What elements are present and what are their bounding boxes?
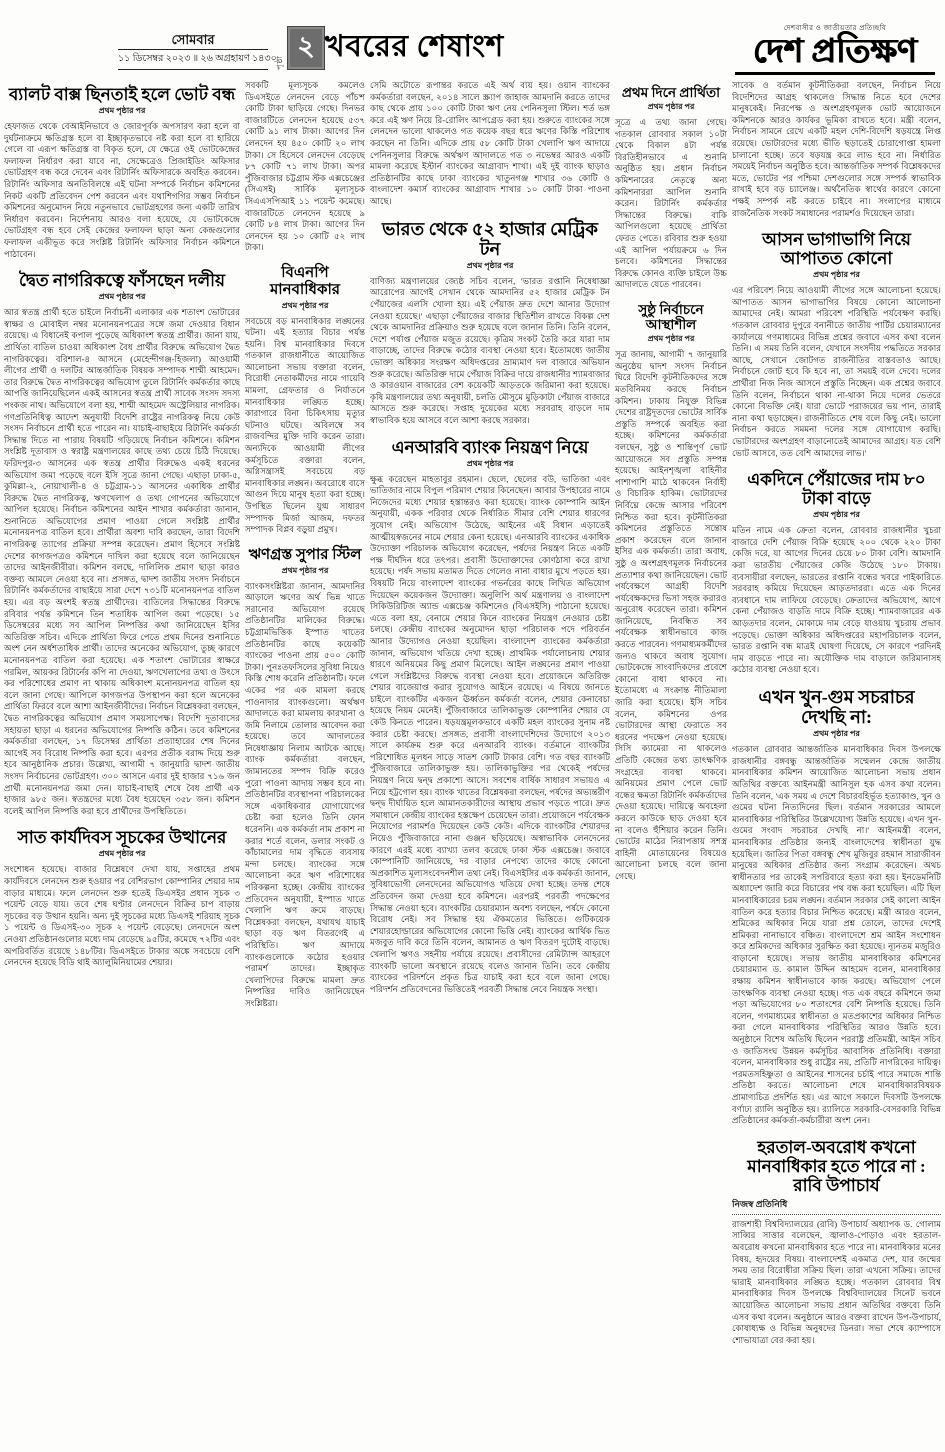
- article: [245, 540, 365, 1014]
- logo-tagline: দেশবাসীর ও জাতীয়তার প্রতিচ্ছবি: [783, 24, 887, 32]
- article-continuation: [370, 78, 610, 212]
- article: [732, 680, 941, 1131]
- article-headline: একদিনে পেঁয়াজের দাম ৮০ টাকা বাড়ে: [747, 470, 926, 509]
- article-body: বাণিজ্য মন্ত্রণালয়ের জ্যেষ্ঠ সচিব বলেন, 'ভারত রপ্তানি নিষেধাজ্ঞা আরোপের আগেই সেখান থেকে আমদানির ৫২ হাজার মেট্রিক টন পেঁয়াজের এলসি খোলা হয়। এই পেঁয়াজ দ্রুত দেশে আনার উদ্যোগ নেওয়া হয়েছে।' এছাড়া পেঁয়াজের বাজার স্থিতিশীল রাখতে বিকল্প দেশ থেকে আমদানির প্রক্রিয়াও শুরু হয়েছে বলে জানান তিনি। তিনি বলেন, দেশে পর্যাপ্ত পেঁয়াজ মজুত রয়েছে। কৃত্রিম সংকট তৈরি করে যারা দাম বাড়াচ্ছে, তাদের বিরুদ্ধে কঠোর ব্যবস্থা নেওয়া হবে। ইতোমধ্যে জাতীয় ভোক্তা অধিকার সংরক্ষণ অধিদপ্তরের ভ্রাম্যমাণ দল বাজারে অভিযান শুরু করেছে। অতিরিক্ত দামে পেঁয়াজ বিক্রির দায়ে রাজধানীর শ্যামবাজার ও কারওয়ান বাজারের বেশ কয়েকটি আড়তকে জরিমানা করা হয়েছে। কৃষি মন্ত্রণালয়ের তথ্য অনুযায়ী, চলতি মৌসুমে মুড়িকাটা পেঁয়াজ বাজারে আসতে শুরু করেছে। সপ্তাহ দুয়েকের মধ্যে সরবরাহ বাড়লে দাম স্বাভাবিক হয়ে আসবে বলে আশা করছে সরকার।: [370, 275, 610, 425]
- article-body: সবচেয়ে বড় মানবাধিকার লঙ্ঘনের ঘটনা। এই হত্যার বিচার পর্যন্ত হয়নি। বিশ্ব মানবাধিকার দিবসে গতকাল রাজধানীতে আয়োজিত আলোচনা সভায় বক্তারা বলেন, বিরোধী নেতাকর্মীদের নামে গায়েবি মামলা, গ্রেফতার ও নির্যাতনে মানবাধিকার লঙ্ঘিত হচ্ছে। কারাগারে বিনা চিকিৎসায় মৃত্যুর ঘটনাও ঘটছে। অবিলম্বে সব রাজবন্দির মুক্তি দাবি করেন তারা। অন্যদিকে আওয়ামী লীগের কর্মসূচিতে বক্তারা বলেন, অগ্নিসন্ত্রাসই সবচেয়ে বড় মানবাধিকার লঙ্ঘন। অবরোধে বাসে আগুন দিয়ে মানুষ হত্যা করা হচ্ছে। উপস্থিত ছিলেন যুগ্ম সাধারণ সম্পাদক মির্জা আজম, দফতর সম্পাদক বিপ্লব বড়ুয়া প্রমুখ।: [245, 315, 365, 535]
- article-headline: বিএনপি মানবাধিকার: [269, 264, 341, 298]
- article: [4, 821, 240, 972]
- article-headline: ব্যালট বাক্স ছিনতাই হলে ভোট বন্ধ: [8, 85, 236, 104]
- column-1: [4, 78, 240, 1450]
- article-body: আর স্বতন্ত্র প্রার্থী হতে চাইলে নির্বাচনী এলাকার এক শতাংশ ভোটারের স্বাক্ষর ও মোবাইল নম্বর মনোনয়নপত্রের সঙ্গে জমা দেওয়ার বিধান রয়েছে। এ বিধানেই কপাল পুড়েছে অধিকাংশ স্বতন্ত্র প্রার্থীর। জানা যায়, প্রার্থিতা বাতিল চাওয়া অধিকাংশ বৈধ প্রার্থীর বিরুদ্ধে অভিযোগ দ্বৈত নাগরিকত্বের। বরিশাল-৪ আসনে (মেহেন্দীগঞ্জ-হিজলা) আওয়ামী লীগের প্রার্থী ও দলটির আন্তর্জাতিক বিষয়ক সম্পাদক শাম্মী আহমেদ। তার বিরুদ্ধে দ্বৈত নাগরিকত্বের অভিযোগ তুলে রিটার্নিং কর্মকর্তার কাছে আপত্তি জানিয়েছিলেন একই আসনের স্বতন্ত্র প্রার্থী সাবেক সংসদ সদস্য পংকজ নাথ। অভিযোগে বলা হয়, শাম্মী আহমেদ অস্ট্রেলিয়ার নাগরিক। গণপ্রতিনিধিত্ব আদেশ অনুযায়ী বিদেশি রাষ্ট্রের নাগরিকত্ব নিয়ে কেউ সংসদ নির্বাচনে প্রার্থী হতে পারেন না। যাচাই-বাছাইয়ে রিটার্নিং কর্মকর্তা সিদ্ধান্ত দিতে না পারায় বিষয়টি গড়িয়েছে নির্বাচন কমিশনে। কমিশন সংশ্লিষ্ট দূতাবাস ও স্বরাষ্ট্র মন্ত্রণালয়ের কাছে তথ্য চেয়ে চিঠি দিয়েছে। ফরিদপুর-৩ আসনের এক স্বতন্ত্র প্রার্থীর বিরুদ্ধেও একই ধরনের অভিযোগ জমা পড়েছে বলে ইসি সূত্রে জানা গেছে। এছাড়া ঢাকা-৫, কুমিল্লা-২, নোয়াখালী-৪ ও চট্টগ্রাম-১১ আসনের একাধিক প্রার্থীর বিরুদ্ধে দ্বৈত নাগরিকত্ব, ঋণখেলাপ ও তথ্য গোপনের অভিযোগে আপিল হয়েছে। নির্বাচন কমিশনের আইন শাখার কর্মকর্তারা জানান, শুনানিতে অভিযোগের প্রমাণ পাওয়া গেলে সংশ্লিষ্ট প্রার্থীর মনোনয়নপত্র বাতিল হবে। প্রার্থীরা অবশ্য দাবি করছেন, তারা বিদেশি নাগরিকত্ব ত্যাগের প্রক্রিয়া সম্পন্ন করেছেন। প্রমাণ হিসেবে সংশ্লিষ্ট দেশের কাগজপত্রও কমিশনে দাখিল করা হয়েছে বলে জানিয়েছেন তাদের আইনজীবীরা। কমিশন বলছে, দালিলিক প্রমাণ ছাড়া কারও বক্তব্য আমলে নেওয়া হবে না। প্রসঙ্গত, দ্বাদশ জাতীয় সংসদ নির্বাচনে রিটার্নিং কর্মকর্তাদের বাছাইয়ে সারা দেশে ৭৩১টি মনোনয়নপত্র বাতিল হয়। এর বড় অংশই স্বতন্ত্র প্রার্থীদের। বাতিলের সিদ্ধান্তের বিরুদ্ধে রবিবার পর্যন্ত কমিশনে তিন শতাধিক আপিল জমা পড়েছে। ১৫ ডিসেম্বরের মধ্যে সব আপিল নিষ্পত্তির কথা জানিয়েছেন ইসির অতিরিক্ত সচিব। এদিকে প্রার্থিতা ফিরে পেতে প্রথম দিনের শুনানিতে অংশ নেন অর্ধশতাধিক প্রার্থী। তাদের অনেকের অভিযোগ, তুচ্ছ কারণে মনোনয়নপত্র বাতিল করা হয়েছে। এক শতাংশ ভোটারের স্বাক্ষরে গরমিল, আয়কর রিটার্নের কপি না দেওয়া, ঋণখেলাপের তথ্য ও উৎসে কর পরিশোধের প্রমাণ না থাকায় অধিকাংশ মনোনয়নপত্র বাতিল হয় বলে জানা গেছে। আপিলে কাগজপত্র উপস্থাপন করা হলে অনেকের প্রার্থিতা ফিরবে বলে আশা আইনজীবীদের। নির্বাচন বিশ্লেষকরা বলছেন, দ্বৈত নাগরিকত্বের অভিযোগ প্রমাণ সময়সাপেক্ষ। বিদেশি দূতাবাসের সহায়তা ছাড়া এ ধরনের অভিযোগের নিষ্পত্তি কঠিন। তবে কমিশনের কর্মকর্তারা বলছেন, ১৭ ডিসেম্বর প্রার্থিতা প্রত্যাহারের শেষ দিনের আগেই সব বিরোধ নিষ্পত্তি করা হবে। এরপর প্রতীক বরাদ্দ দিয়ে শুরু হবে আনুষ্ঠানিক প্রচার। উল্লেখ্য, আগামী ৭ জানুয়ারি দ্বাদশ জাতীয় সংসদ নির্বাচনের ভোটগ্রহণ। ৩০০ আসনে এবার দুই হাজার ৭১৬ জন প্রার্থী মনোনয়নপত্র জমা দেন। যাচাই-বাছাই শেষে বৈধ প্রার্থী এক হাজার ৯৮৫ জন। স্বতন্ত্রদের মধ্যে বৈধ হয়েছেন ৩৫৮ জন। কমিশন বলেই আপিল নিষ্পত্তি করা হবে প্রার্থীদের উপস্থিতিতে।: [4, 307, 240, 816]
- reporter-byline: নিজস্ব প্রতিনিধি: [732, 1198, 788, 1209]
- article-body: সূত্রে এ তথ্য জানা গেছে। গতকাল রোববার সকাল ১০টা থেকে বিকাল ৪টা পর্যন্ত বিরতিহীনভাবে এ শুনানি অনুষ্ঠিত হয়। প্রধান নির্বাচন কমিশনারের নেতৃত্বে অন্য কমিশনাররা আপিল শুনানি করেন। রিটার্নিং কর্মকর্তার সিদ্ধান্তের বিরুদ্ধে। বাকি আপিলগুলো হয়েছে প্রার্থিতা ফেরত পেতে। রবিবার শুরু হওয়া এই আপিল পর্যায়ক্রমে ৬ দিন চলবে। কমিশনের সিদ্ধান্তের বিরুদ্ধে কোনও ব্যক্তি চাইলে উচ্চ আদালতে যেতে পারবেন।: [615, 117, 727, 290]
- article: [4, 264, 240, 821]
- continued-from-front-label: প্রথম পৃষ্ঠার পর: [813, 729, 860, 739]
- section-title: খবরের শেষাংশ: [325, 30, 504, 63]
- article-headline: সাত কার্যদিবস সূচকের উত্থানের: [17, 828, 227, 848]
- article-body: সবকটি মূল্যসূচক কমলেও ডিএসইতে লেনদেন বেড়ে পাঁচ'শ কোটি টাকা ছাড়িয়ে গেছে। দিনভর বাজারটিতে লেনদেন হয়েছে ৫৩৭ কোটি ৯১ লাখ টাকা। আগের দিন লেনদেন হয় ৪৫০ কোটি ২০ লাখ টাকা। সে হিসেবে লেনদেন বেড়েছে ৮৭ কোটি ৭১ লাখ টাকা। অপর পুঁজিবাজার চট্টগ্রাম স্টক এক্সচেঞ্জের (সিএসই) সার্বিক মূল্যসূচক সিএএসপিআই ১১ পয়েন্ট কমেছে। বাজারটিতে লেনদেন হয়েছে ৯ কোটি ৮৪ লাখ টাকা। আগের দিন লেনদেন হয় ১০ কোটি ৫২ লাখ টাকা।: [245, 80, 365, 253]
- article: [4, 78, 240, 264]
- article-body: রাজশাহী বিশ্ববিদ্যালয়ের (রাবি) উপাচার্য অধ্যাপক ড. গোলাম সাব্বির সাত্তার বলেছেন, জ্বালাও-পোড়াও এবং হরতাল-অবরোধ কখনো মানবাধিকার হতে পারে না। মানবাধিকার মনের বিষয়, হৃদয়ের বিষয়। বাংলাদেশই একমাত্র দেশ, যার জন্মের সময় তার বিরোধীরা সক্রিয় ছিল। তারা এখনো সক্রিয়। তাদের দ্বারাই মানবাধিকার লঙ্ঘিত হচ্ছে। গতকাল রোববার বিশ্ব মানবাধিকার দিবস উপলক্ষে বিশ্ববিদ্যালয়ের সিনেট ভবনে আয়োজিত আলোচনা সভায় প্রধান অতিথির বক্তব্যে তিনি এসব কথা বলেন। অনুষ্ঠানে আরও বক্তব্য রাখেন উপ-উপাচার্য, কোষাধ্যক্ষ ও বিভিন্ন অনুষদের ডিনরা। সভা শেষে ক্যাম্পাসে শোভাযাত্রা বের করা হয়।: [732, 1218, 941, 1345]
- continued-from-front-label: প্রথম পৃষ্ঠার পর: [281, 565, 329, 575]
- article-columns: [4, 78, 941, 1450]
- continued-from-front-label: প্রথম পৃষ্ঠার পর: [281, 300, 329, 310]
- article: [615, 295, 727, 887]
- continued-from-front-label: প্রথম পৃষ্ঠার পর: [98, 106, 146, 116]
- article-headline: দ্বৈত নাগরিকত্বে ফাঁসছেন দলীয়: [18, 271, 226, 291]
- article-body: ক্ষুব্ধ করেছেন মাহতাবুর রহমান। ছেলে, ছেলের বউ, ভাতিজা এবং ভাতিজার নামে বিপুল পরিমাণ শেয়ার কিনেছেন। আবার উপহারের নামে নিজেদের মধ্যে শেয়ার হস্তান্তরও করা হয়েছে। ব্যাংক কোম্পানি আইন অনুযায়ী, একক পরিবার থেকে নির্ধারিত সীমার বেশি শেয়ার ধারণের সুযোগ নেই। অভিযোগ উঠেছে, আইনের এই বিধান এড়াতেই আত্মীয়স্বজনের নামে শেয়ার কেনা হয়েছে। এনআরবি ব্যাংকের একাধিক উদ্যোক্তা পরিচালক অভিযোগ করেছেন, পর্ষদের নিয়ন্ত্রণ নিতে একটি পক্ষ দীর্ঘদিন ধরে তৎপর। প্রবাসী উদ্যোক্তাদের কোণঠাসা করে রাখা হয়েছে। পর্ষদ সভায় মতামত দিতে গেলেও নানা বাধার মুখে পড়তে হয়। বিষয়টি নিয়ে বাংলাদেশ ব্যাংকের গভর্নরের কাছে লিখিত অভিযোগ দিয়েছেন কয়েকজন উদ্যোক্তা। অনুলিপি অর্থ মন্ত্রণালয় ও বাংলাদেশ সিকিউরিটিজ অ্যান্ড এক্সচেঞ্জ কমিশনেও (বিএসইসি) পাঠানো হয়েছে। এতে বলা হয়, বেনামে শেয়ার কিনে ব্যাংকের নিয়ন্ত্রণ নেওয়ার চেষ্টা চলছে। কেন্দ্রীয় ব্যাংকের অনুমোদন ছাড়া পরিচালক পদে পরিবর্তন আনার উদ্যোগও নেওয়া হয়েছিল। বাংলাদেশ ব্যাংকের কর্মকর্তারা জানান, অভিযোগ খতিয়ে দেখা হচ্ছে। প্রাথমিক পর্যালোচনায় শেয়ার ধারণে অনিয়মের কিছু প্রমাণ মিলেছে। আইন লঙ্ঘনের প্রমাণ পাওয়া গেলে সংশ্লিষ্টদের বিরুদ্ধে ব্যবস্থা নেওয়া হবে। প্রয়োজনে অতিরিক্ত শেয়ার বাজেয়াপ্ত করার সুযোগও আইনে রয়েছে। এ বিষয়ে জানতে চাইলে ব্যাংকটির একজন ঊর্ধ্বতন কর্মকর্তা বলেন, শেয়ার কেনাবেচা হয়েছে নিয়ম মেনেই। পুঁজিবাজারে তালিকাভুক্ত কোম্পানির শেয়ার যে কেউ কিনতে পারেন। ষড়যন্ত্রমূলকভাবে একটি মহল ব্যাংকের সুনাম নষ্ট করার চেষ্টা করছে। প্রসঙ্গত, প্রবাসী বাংলাদেশিদের উদ্যোগে ২০১৩ সালে কার্যক্রম শুরু করে এনআরবি ব্যাংক। বর্তমানে ব্যাংকটির পরিশোধিত মূলধন সাড়ে সাতশ কোটি টাকার বেশি। গত বছর ব্যাংকটি পুঁজিবাজারে তালিকাভুক্ত হয়। তালিকাভুক্তির পর থেকেই পর্ষদের নিয়ন্ত্রণ নিয়ে দ্বন্দ্ব প্রকাশ্যে আসে। সবশেষ বার্ষিক সাধারণ সভায়ও এ নিয়ে হট্টগোল হয়। ব্যাংক খাতের বিশ্লেষকরা বলছেন, পর্ষদের অভ্যন্তরীণ দ্বন্দ্ব দীর্ঘায়িত হলে আমানতকারীদের আস্থায় প্রভাব পড়তে পারে। দ্রুত সমাধানে কেন্দ্রীয় ব্যাংকের হস্তক্ষেপ চেয়েছেন তারা। প্রয়োজনে পর্যবেক্ষক নিয়োগের পরামর্শও দিয়েছেন কেউ কেউ। এদিকে ব্যাংকটির শেয়ারদর নিয়েও পুঁজিবাজারে নানা গুঞ্জন ছড়িয়েছে। অস্বাভাবিক লেনদেনের কারণে এরই মধ্যে ব্যাখ্যা তলব করেছে ঢাকা স্টক এক্সচেঞ্জ। জবাবে কোম্পানিটি জানিয়েছে, দর বাড়ার নেপথ্যে তাদের কাছে কোনো অপ্রকাশিত মূল্যসংবেদনশীল তথ্য নেই। বিএসইসির এক কর্মকর্তা জানান, সুবিধাভোগী লেনদেনের অভিযোগও খতিয়ে দেখা হচ্ছে। তদন্ত শেষে প্রতিবেদন জমা দেওয়া হবে কমিশনে। এরপরই পরবর্তী পদক্ষেপের সিদ্ধান্ত নেওয়া হবে। ব্যাংকটির চেয়ারম্যান অবশ্য বলছেন, পর্ষদে কোনো বিরোধ নেই। সব সিদ্ধান্ত হয় ঐকমত্যের ভিত্তিতে। গুটিকয়েক শেয়ারহোল্ডারের অভিযোগের কোনো ভিত্তি নেই। ব্যাংকের আর্থিক ভিত মজবুত দাবি করে তিনি বলেন, আমানত ও ঋণ বিতরণ দুটোই বাড়ছে। খেলাপি ঋণও সহনীয় পর্যায়ে রয়েছে। প্রবাসীদের রেমিট্যান্স আহরণে ব্যাংকটি ভালো অবস্থানে রয়েছে বলেও জানান তিনি। তবে কেন্দ্রীয় ব্যাংকের পরিদর্শনে প্রকৃত চিত্র যাচাই করা হবে বলে জানা গেছে। পরিদর্শন প্রতিবেদনের ভিত্তিতেই পরবর্তী সিদ্ধান্ত নেবে নিয়ন্ত্রক সংস্থা।: [370, 473, 610, 994]
- page-label: পৃষ্ঠা: [275, 55, 284, 70]
- article: [370, 212, 610, 431]
- article-body: সূত্র জানায়, আগামী ৭ জানুয়ারি অনুষ্ঠেয় দ্বাদশ সংসদ নির্বাচন ঘিরে বিদেশি কূটনীতিকদের সঙ্গে মতবিনিময় করছে নির্বাচন কমিশন। ঢাকায় নিযুক্ত বিভিন্ন দেশের রাষ্ট্রদূতদের ভোটের সার্বিক প্রস্তুতি সম্পর্কে অবহিত করা হচ্ছে। কমিশনের কর্মকর্তারা বলছেন, সুষ্ঠু ও শান্তিপূর্ণ ভোট আয়োজনে সব প্রস্তুতি সম্পন্ন হয়েছে। আইনশৃঙ্খলা বাহিনীর পাশাপাশি মাঠে থাকবেন নির্বাহী ও বিচারিক হাকিম। ভোটারদের নির্বিঘ্নে কেন্দ্রে আসার পরিবেশ নিশ্চিত করা হবে। কূটনীতিকরা কমিশনের প্রস্তুতিতে সন্তোষ প্রকাশ করেছেন বলে জানান ইসির এক কর্মকর্তা। তারা অবাধ, সুষ্ঠু ও অংশগ্রহণমূলক নির্বাচনের প্রত্যাশার কথা জানিয়েছেন। ভোট পর্যবেক্ষণে আগ্রহী বিদেশি পর্যবেক্ষকদের ভিসা সহজ করারও অনুরোধ করেছেন তারা। কমিশন জানিয়েছে, নিবন্ধিত সব পর্যবেক্ষক স্বাধীনভাবে কাজ করতে পারবেন। গণমাধ্যমকর্মীদের জন্যও থাকবে অবাধ সুযোগ। ভোটকেন্দ্রে সাংবাদিকদের প্রবেশে কোনো বাধা থাকবে না। ইতোমধ্যে এ সংক্রান্ত নীতিমালা জারি করা হয়েছে। ইসি সচিব বলেন, কমিশনের ওপর ভোটারদের আস্থা ফেরাতে সব ধরনের পদক্ষেপ নেওয়া হয়েছে। সিসি ক্যামেরা না থাকলেও প্রতিটি কেন্দ্রের তথ্য তাৎক্ষণিক সংগ্রহের ব্যবস্থা থাকবে। অনিয়মের প্রমাণ পেলে ভোট বন্ধের ক্ষমতা রিটার্নিং কর্মকর্তাদের দেওয়া হয়েছে। দায়িত্বে অবহেলা করলে কাউকে ছাড় দেওয়া হবে না বলেও হুঁশিয়ার করেন তিনি। ভোটের মাঠের নিরাপত্তায় সশস্ত্র বাহিনী মোতায়েনের বিষয়েও আলোচনা চলছে বলে জানা গেছে।: [615, 349, 727, 881]
- date-line: ১১ ডিসেম্বর ২০২৩ ॥ ২৬ অগ্রহায়ণ ১৪৩০: [118, 54, 277, 64]
- article-headline: ভারত থেকে ৫২ হাজার মেট্রিক টন: [382, 218, 598, 259]
- article: [370, 431, 610, 1000]
- article-continuation: [732, 78, 941, 223]
- article: [732, 1131, 941, 1351]
- continued-from-front-label: প্রথম পৃষ্ঠার পর: [98, 292, 146, 302]
- continued-from-front-label: প্রথম পৃষ্ঠার পর: [813, 270, 860, 280]
- article-headline: প্রথম দিনে প্রার্থিতা: [621, 85, 721, 100]
- continued-from-front-label: প্রথম পৃষ্ঠার পর: [647, 102, 695, 112]
- continued-from-front-label: প্রথম পৃষ্ঠার পর: [466, 260, 514, 270]
- article: [615, 78, 727, 295]
- logo-name: দেশ প্রতিক্ষণ: [752, 34, 918, 70]
- article-body: সেমি অটোতে রূপান্তর করতে এই অর্থ ব্যয় হয়। ওয়ান ব্যাংকের কর্মকর্তারা বলছেন, ২০১৪ সালে স্ক্র্যাপ জাহাজ আমদানি করতে তাদের কাছ থেকে প্রায় ১০০ কোটি টাকা ঋণ নেয় পেনিনসুলা স্টিল। শর্ত ভঙ্গ করে এই ঋণ নিয়ে রি-রোলিং আপগ্রেড করা হয়। শুরুতে ব্যাংকের সঙ্গে লেনদেন ভালো থাকলেও গত কয়েক বছর ধরে ঋণের কিস্তি পরিশোধ করছেন না তিনি। এদিকে প্রায় ৫৮ কোটি টাকা খেলাপি ঋণ আদায়ে পেনিনসুলার বিরুদ্ধে অর্থঋণ আদালতে গত ৩ নভেম্বর আরও একটি মামলা করেছে ইস্টার্ন ব্যাংকের আগ্রাবাদ শাখা। এই দুই ব্যাংক ছাড়াও প্রতিষ্ঠানটির কাছে ঢাকা ব্যাংকের খাতুনগঞ্জ শাখার ৩৬ কোটি ও বাংলাদেশ কমার্স ব্যাংকের আগ্রাবাদ শাখার ১০ কোটি টাকা পাওনা আছে।: [370, 80, 610, 206]
- masthead: [0, 0, 945, 76]
- article-headline: সুষ্ঠু নির্বাচনে আস্থাশীল: [638, 302, 704, 333]
- weekday-label: সোমবার: [171, 32, 215, 47]
- page-number: ২: [287, 26, 325, 70]
- date-divider: [118, 49, 268, 50]
- article-continuation: [245, 78, 365, 258]
- article-body: সাবেক ও বর্তমান কূটনীতিকরা বলছেন, নির্বাচন নিয়ে বিদেশিদের আগ্রহ থাকলেও সিদ্ধান্ত নিতে হবে দেশের মানুষকেই। নিরপেক্ষ ও অংশগ্রহণমূলক ভোট আয়োজনে কমিশনকে আরও কার্যকর ভূমিকা রাখতে হবে। মন্ত্রী বলেন, নির্বাচন সামনে রেখে একটি মহল দেশি-বিদেশি ষড়যন্ত্রে লিপ্ত রয়েছে। ভোটারদের মধ্যে ভীতি ছড়াতেই চোরাগোপ্তা হামলা চালানো হচ্ছে। তবে ষড়যন্ত্র করে লাভ হবে না। নির্ধারিত সময়েই নির্বাচন অনুষ্ঠিত হবে। আন্তর্জাতিক সম্পর্ক বিশ্লেষকদের মতে, ভোটের পর পশ্চিমা দেশগুলোর সঙ্গে সম্পর্ক স্বাভাবিক রাখাই হবে বড় চ্যালেঞ্জ। অর্থনৈতিক স্বার্থের কারণে কোনো পক্ষই সম্পর্ক নষ্ট করতে চাইবে না। সংলাপের মাধ্যমে রাজনৈতিক সংকট সমাধানের পরামর্শও দিয়েছেন তারা।: [732, 80, 941, 218]
- column-3: [370, 78, 610, 1450]
- column-5: [732, 78, 941, 1450]
- article-headline: এখন খুন-গুম সচরাচর দেখছি না:: [758, 686, 915, 728]
- article-body: এর পরিবেশ নিয়ে আওয়ামী লীগের সঙ্গে আলোচনা হয়েছে। আপাতত আসন ভাগাভাগির বিষয়ে কোনো আলোচনা আমাদের নেই। আমরা পরিবেশ পরিস্থিতি পর্যবেক্ষণ করছি। গতকাল রোববার দুপুরে বনানীতে জাতীয় পার্টির চেয়ারম্যানের কার্যালয়ে গণমাধ্যমের বিভিন্ন প্রশ্নের জবাবে এসব কথা বলেন তিনি। এ সময় তিনি বলেন, যেখানে সংসদীয় পদ্ধতিতে সরকার আছে, সেখানে জোটগত রাজনীতির বাস্তবতাও আছে। নির্বাচনে জোট হবে কি হবে না, তা সময়ই বলে দেবে। দলের প্রার্থীরা নিজ নিজ আসনে প্রস্তুতি নিচ্ছেন। এক প্রশ্নের জবাবে তিনি বলেন, নির্বাচনে থাকা না-থাকা নিয়ে দলের ভেতরে কোনো বিভক্তি নেই। যারা ভোটে পরাজয়ের ভয় পান, তারাই নানা কথা ছড়াচ্ছেন। রাজনীতিতে শেষ বলে কিছু নেই। ভালো নির্বাচন করতে সমমনা দলের সঙ্গে যোগাযোগ করছি। ভোটারদের অংশগ্রহণ বাড়ানোতেই আমাদের আগ্রহ। যত বেশি ভোট আসবে, তত বেশি আমাদের লাভ।': [732, 285, 941, 458]
- article: [245, 258, 365, 540]
- newspaper-logo: [735, 22, 935, 75]
- article-body: মতিন নামে এক ক্রেতা বলেন, রোববার রাজধানীর খুচরা বাজারে দেশি পেঁয়াজ বিক্রি হয়েছে ২০০ থেকে ২২০ টাকা কেজি দরে, যা আগের দিনের চেয়ে ৮০ টাকা বেশি। আমদানি করা ভারতীয় পেঁয়াজের কেজি উঠেছে ১৮০ টাকায়। ব্যবসায়ীরা বলছেন, ভারতের রপ্তানি বন্ধের খবরে পাইকারিতে সরবরাহ কমিয়ে দিয়েছেন আড়তদাররা। এতে এক দিনের ব্যবধানে দাম লাফিয়ে বেড়েছে। ক্রেতাদের অভিযোগ, আগে কেনা পেঁয়াজও বাড়তি দামে বিক্রি হচ্ছে। শ্যামবাজারের এক আড়তদার বলেন, মোকামে দাম বেড়ে যাওয়ায় খুচরায় প্রভাব পড়েছে। ভোক্তা অধিকার অধিদপ্তরের মহাপরিচালক বলেন, ভারত রপ্তানি বন্ধ মাত্রই ঘোষণা দিয়েছে, সে কারণে পরদিনই দাম বাড়তে পারে না। অযৌক্তিক দাম বাড়ালে জরিমানাসহ কঠোর ব্যবস্থা নেওয়া হবে।: [732, 525, 941, 675]
- article-headline: আসন ভাগাভাগি নিয়ে আপাতত কোনো: [762, 230, 911, 269]
- date-divider-bottom: [118, 69, 268, 70]
- article-body: সংশোধন হয়েছে। বাজার বিশ্লেষণে দেখা যায়, সপ্তাহের প্রথম কার্যদিবসে লেনদেন শুরু হওয়ার পর বেশিরভাগ কোম্পানির শেয়ার দাম বাড়ার মাধ্যমে। ফলে লেনদেন শুরু হতেই ডিএসইর প্রধান সূচক ৩ পয়েন্ট বেড়ে যায়। তবে শেষ ঘণ্টার লেনদেনে বিক্রির চাপ বাড়ায় সূচকের বড় উত্থান হয়নি। অন্য দুই সূচকের মধ্যে ডিএসই শরিয়াহ সূচক ১ পয়েন্ট ও ডিএসই-৩০ সূচক ২ পয়েন্ট বেড়েছে। লেনদেনে অংশ নেওয়া প্রতিষ্ঠানগুলোর মধ্যে দাম বেড়েছে ৯৫টির, কমেছে ৭২টির এবং অপরিবর্তিত রয়েছে ১৪৮টির। ডিএসইতে টাকার অঙ্কে সবচেয়ে বেশি লেনদেন হয়েছে বিডি থাই অ্যালুমিনিয়ামের শেয়ার।: [4, 864, 240, 968]
- article-headline: হরতাল-অবরোধ কখনো মানবাধিকার হতে পারে না : রাবি উপাচার্য: [747, 1137, 926, 1195]
- continued-from-front-label: প্রথম পৃষ্ঠার পর: [813, 510, 860, 520]
- page-number-badge: [272, 26, 325, 70]
- column-2: [245, 78, 365, 1450]
- article-headline: এনআরবি ব্যাংক নিয়ন্ত্রণ নিয়ে: [391, 437, 589, 457]
- continued-from-front-label: প্রথম পৃষ্ঠার পর: [98, 849, 146, 859]
- logo-underline: [735, 72, 935, 75]
- article-body: গতকাল রোববার আন্তর্জাতিক মানবাধিকার দিবস উপলক্ষে রাজধানীর বঙ্গবন্ধু আন্তর্জাতিক সম্মেলন কেন্দ্রে জাতীয় মানবাধিকার কমিশন আয়োজিত আলোচনা সভায় প্রধান অতিথির বক্তব্যে আইনমন্ত্রী আনিসুল হক এসব কথা বলেন। তিনি বলেন, 'এক সময় এ দেশে বিচারবহির্ভূত হত্যাকাণ্ড, খুন ও গুমের ঘটনা নিত্যদিনের ছিল। বর্তমান সরকারের আমলে মানবাধিকার পরিস্থিতির উল্লেখযোগ্য উন্নতি হয়েছে। এখন খুন-গুমের সংবাদ সচরাচর দেখছি না।' আইনমন্ত্রী বলেন, মানবাধিকার প্রতিষ্ঠার জন্যই বাংলাদেশের স্বাধীনতা যুদ্ধ হয়েছিল। জাতির পিতা বঙ্গবন্ধু শেখ মুজিবুর রহমান সারাজীবন মানুষের অধিকার প্রতিষ্ঠার জন্য সংগ্রাম করেছেন। অথচ স্বাধীনতার পর তাকেই সপরিবারে হত্যা করা হয়। ইনডেমনিটি অধ্যাদেশ জারি করে বিচারের পথ বন্ধ করা হয়েছিল। এটি ছিল মানবাধিকারের চরম লঙ্ঘন। বর্তমান সরকার সেই কালো আইন বাতিল করে হত্যার বিচার নিশ্চিত করেছে। মন্ত্রী আরও বলেন, শ্রমিকের অধিকার নিয়ে যারা প্রশ্ন তোলে, তাদের দেশেই শ্রমিকরা নানাভাবে বঞ্চিত। বাংলাদেশে শ্রম আইন সংশোধন করে শ্রমিকদের অধিকার সুরক্ষিত করা হয়েছে। ন্যূনতম মজুরিও বাড়ানো হয়েছে। সভায় জাতীয় মানবাধিকার কমিশনের চেয়ারম্যান ড. কামাল উদ্দিন আহমেদ বলেন, মানবাধিকার রক্ষায় কমিশন স্বাধীনভাবে কাজ করছে। অভিযোগ পেলে তাৎক্ষণিক ব্যবস্থা নেওয়া হচ্ছে। গত এক বছরে কমিশনে জমা পড়া অভিযোগের ৮০ শতাংশের বেশি নিষ্পত্তি হয়েছে। তিনি বলেন, গণমাধ্যমের স্বাধীনতা ও মতপ্রকাশের অধিকার নিশ্চিত করা গেলে মানবাধিকার পরিস্থিতির আরও উন্নতি হবে। অনুষ্ঠানে বিশেষ অতিথি ছিলেন পররাষ্ট্র প্রতিমন্ত্রী, আইন সচিব ও জাতিসংঘ উন্নয়ন কর্মসূচির আবাসিক প্রতিনিধি। বক্তারা বলেন, মানবাধিকার শুধু রাষ্ট্রের নয়, প্রতিটি নাগরিকের দায়িত্ব। পরমতসহিষ্ণুতা ও আইনের শাসনের চর্চাই পারে সমাজে শান্তি প্রতিষ্ঠা করতে। আলোচনা শেষে মানবাধিকারবিষয়ক প্রামাণ্যচিত্র প্রদর্শিত হয়। এর আগে সকালে দিবসটি উপলক্ষে বর্ণাঢ্য র‍্যালি অনুষ্ঠিত হয়। র‍্যালিতে সরকারি-বেসরকারি বিভিন্ন প্রতিষ্ঠানের কর্মকর্তা-কর্মচারীরা অংশ নেন।: [732, 744, 941, 1126]
- column-4: [615, 78, 727, 1450]
- article: [732, 223, 941, 463]
- continued-from-front-label: প্রথম পৃষ্ঠার পর: [466, 458, 514, 468]
- article-headline: ঋণগ্রস্ত সুপার স্টিল: [248, 546, 362, 563]
- article: [732, 463, 941, 680]
- date-block: [118, 32, 277, 72]
- byline-dotted-divider: [732, 1214, 941, 1215]
- continued-from-front-label: প্রথম পৃষ্ঠার পর: [647, 334, 695, 344]
- article-body: হেফাজত থেকে বেআইনিভাবে ও জোরপূর্বক অপসারণ করা হলে বা দুর্ঘটনাক্রমে ক্ষতিগ্রস্ত হলে বা ইচ্ছাকৃতভাবে নষ্ট করা হলে বা হারিয়ে গেলে বা এরূপ ক্ষতিগ্রস্ত বা বিকৃত হলে, যে ক্ষেত্রে ওই ভোটকেন্দ্রের ফলাফল নির্ধারণ করা যাবে না, সেক্ষেত্রেও প্রিজাইডিং অফিসার ভোটগ্রহণ বন্ধ করে দেবেন এবং রিটার্নিং অফিসারকে অবহিত করবেন। রিটার্নিং অফিসার অনতিবিলম্বে এই ঘটনা সম্পর্কে নির্বাচন কমিশনের নিকট একটি প্রতিবেদন পেশ করবেন এবং যথাশিগগির সম্ভব নির্বাচন কমিশনের অনুমোদন নিয়ে নতুনভাবে ভোটগ্রহণের জন্য একটি তারিখ নির্ধারণ করবেন। নির্দেশনায় আরও বলা হয়েছে, যে ভোটকেন্দ্রে ভোটগ্রহণ বন্ধ হবে সেই কেন্দ্রের ফলাফল ছাড়া অন্য কেন্দ্রগুলোর ফলাফল একীভূত করে সংশ্লিষ্ট রিটার্নিং অফিসার নির্বাচন কমিশনে পাঠাবেন।: [4, 121, 240, 259]
- article-body: ব্যাংকসংশ্লিষ্টরা জানান, আমদানির আড়ালে ঋণের অর্থ ভিন্ন খাতে সরানোর অভিযোগ রয়েছে প্রতিষ্ঠানটির মালিকের বিরুদ্ধে। চট্টগ্রামভিত্তিক ইস্পাত খাতের প্রতিষ্ঠানটির কাছে কয়েকটি ব্যাংকের পাওনা প্রায় ৫০০ কোটি টাকা। পুনঃতফসিলের সুবিধা নিয়েও কিস্তি শোধ করেনি প্রতিষ্ঠানটি। ফলে একের পর এক মামলা করছে পাওনাদার ব্যাংকগুলো। অর্থঋণ আদালতে করা মামলায় কারখানা ও জমি নিলামে তোলার আবেদন করা হয়েছে। তবে আদালতের নিষেধাজ্ঞায় নিলাম আটকে আছে। ব্যাংক কর্মকর্তারা বলছেন, জামানতের সম্পদ বিক্রি করেও পুরো পাওনা আদায় সম্ভব হবে না। প্রতিষ্ঠানটির ব্যবস্থাপনা পরিচালকের সঙ্গে একাধিকবার যোগাযোগের চেষ্টা করা হলেও তিনি ফোন ধরেননি। এক কর্মকর্তা নাম প্রকাশ না করার শর্তে বলেন, ডলার সংকট ও কাঁচামালের দাম বৃদ্ধিতে ব্যবসায় মন্দা চলছে। ব্যাংকের সঙ্গে আলোচনা করে ঋণ পরিশোধের পরিকল্পনা হচ্ছে। কেন্দ্রীয় ব্যাংকের প্রতিবেদন অনুযায়ী, ইস্পাত খাতে খেলাপি ঋণ ক্রমে বাড়ছে। বিশ্লেষকরা বলছেন, যথাযথ যাচাই ছাড়া বড় ঋণ বিতরণেই এ পরিস্থিতি। ঋণ আদায়ে ব্যাংকগুলোকে কঠোর হওয়ার পরামর্শ তাদের। ইচ্ছাকৃত খেলাপিদের বিরুদ্ধে মামলা দ্রুত নিষ্পত্তির দাবিও জানিয়েছেন সংশ্লিষ্টরা।: [245, 580, 365, 1008]
